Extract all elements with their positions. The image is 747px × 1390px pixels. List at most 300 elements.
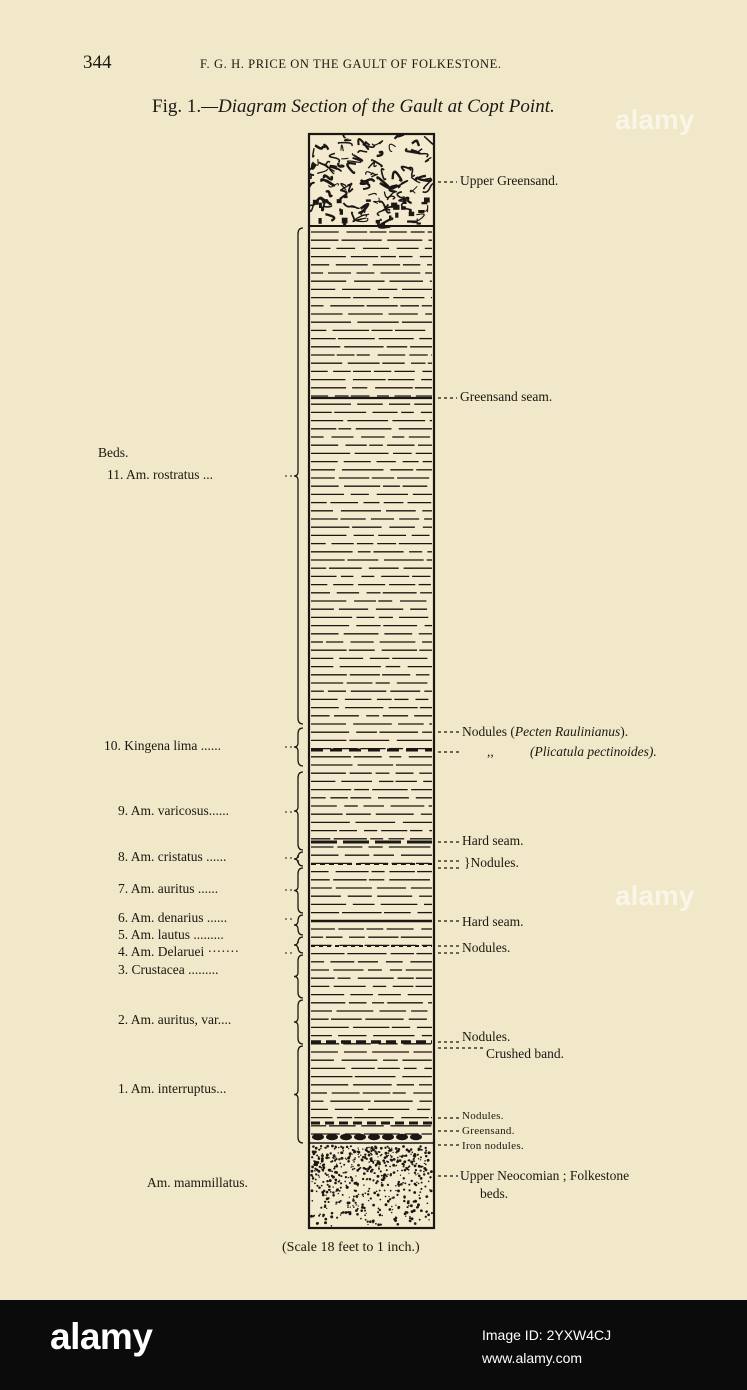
- sand-dot: [382, 1159, 385, 1162]
- sand-dot: [365, 1219, 367, 1221]
- sand-dot: [349, 1155, 351, 1157]
- sand-dot: [353, 1161, 355, 1163]
- sand-dot: [388, 1152, 390, 1154]
- sand-dot: [311, 1189, 314, 1192]
- sand-dot: [330, 1215, 333, 1218]
- beds-cont-label: beds.: [480, 1186, 509, 1201]
- sand-dot: [414, 1222, 417, 1225]
- brace: [294, 868, 303, 913]
- sand-dot: [397, 1207, 399, 1209]
- sand-dot: [372, 1179, 374, 1181]
- sand-dot: [339, 1162, 341, 1164]
- sand-dot: [353, 1206, 355, 1208]
- sand-dot: [397, 1170, 399, 1172]
- sand-dot: [357, 1147, 358, 1148]
- sand-dot: [335, 1201, 337, 1203]
- sand-dot: [387, 1184, 389, 1186]
- sand-dot: [385, 1203, 388, 1206]
- sand-dot: [424, 1160, 426, 1162]
- sand-dot: [335, 1145, 337, 1147]
- sand-dot: [335, 1190, 337, 1192]
- sand-dot: [329, 1189, 331, 1191]
- sand-dot: [348, 1158, 349, 1159]
- iron-nodules-label: Iron nodules.: [462, 1140, 524, 1152]
- sand-dot: [348, 1177, 349, 1178]
- sand-dot: [338, 1158, 340, 1160]
- sand-dot: [361, 1160, 363, 1162]
- sand-dot: [334, 1160, 336, 1162]
- sand-dot: [377, 1194, 380, 1197]
- sand-dot: [340, 1151, 343, 1154]
- sand-dot: [370, 1150, 372, 1152]
- greensand-grain: [339, 209, 341, 212]
- greensand-seam-label: Greensand seam.: [460, 389, 553, 404]
- greensand-grain: [412, 221, 418, 224]
- bed-5-label: 5. Am. lautus .........: [118, 927, 224, 942]
- sand-dot: [349, 1197, 350, 1198]
- alamy-url[interactable]: www.alamy.com: [482, 1350, 583, 1366]
- sand-dot: [408, 1173, 409, 1174]
- sand-dot: [331, 1225, 333, 1227]
- sand-dot: [407, 1206, 409, 1208]
- sand-dot: [395, 1165, 396, 1166]
- sand-dot: [414, 1165, 417, 1168]
- sand-dot: [423, 1171, 425, 1173]
- sand-dot: [410, 1204, 413, 1207]
- brace: [294, 1046, 303, 1143]
- running-head: F. G. H. PRICE ON THE GAULT OF FOLKESTONE.: [200, 57, 502, 71]
- sand-dot: [325, 1195, 326, 1196]
- sand-dot: [385, 1152, 387, 1154]
- sand-dot: [355, 1195, 358, 1198]
- sand-dot: [351, 1164, 352, 1165]
- sand-dot: [429, 1176, 431, 1178]
- sand-dot: [340, 1182, 342, 1184]
- sand-dot: [332, 1186, 333, 1187]
- bed-8-label: 8. Am. cristatus ......: [118, 849, 227, 864]
- sand-dot: [367, 1224, 368, 1225]
- sand-dot: [376, 1160, 377, 1161]
- brace: [294, 852, 303, 866]
- sand-dot: [351, 1153, 352, 1154]
- sand-dot: [311, 1200, 313, 1202]
- sand-dot: [410, 1148, 412, 1150]
- sand-dot: [418, 1175, 421, 1178]
- brace: [294, 955, 303, 998]
- sand-dot: [380, 1147, 383, 1150]
- brace: [294, 228, 303, 724]
- sand-dot: [405, 1216, 406, 1217]
- sand-dot: [391, 1212, 393, 1214]
- sand-dot: [418, 1165, 421, 1168]
- sand-dot: [364, 1214, 366, 1216]
- sand-dot: [401, 1155, 404, 1158]
- sand-dot: [315, 1147, 318, 1150]
- sand-dot: [399, 1156, 400, 1157]
- sand-dot: [360, 1154, 361, 1155]
- sand-dot: [362, 1148, 363, 1149]
- sand-dot: [316, 1155, 318, 1157]
- sand-dot: [324, 1221, 327, 1224]
- sand-dot: [352, 1149, 354, 1151]
- sand-dot: [404, 1212, 407, 1215]
- sand-dot: [380, 1223, 382, 1225]
- sand-dot: [383, 1173, 386, 1176]
- sand-dot: [322, 1153, 324, 1155]
- sand-dot: [334, 1171, 337, 1174]
- sand-dot: [354, 1150, 356, 1152]
- sand-dot: [354, 1168, 356, 1170]
- sand-dot: [362, 1178, 364, 1180]
- brace: [294, 937, 303, 953]
- sand-dot: [420, 1159, 421, 1160]
- sand-dot: [381, 1175, 383, 1177]
- sand-dot: [340, 1214, 341, 1215]
- sand-dot: [420, 1177, 423, 1180]
- sand-dot: [343, 1150, 345, 1152]
- sand-dot: [395, 1147, 398, 1150]
- greensand-grain: [366, 199, 371, 201]
- sand-dot: [403, 1188, 405, 1190]
- sand-dot: [423, 1173, 425, 1175]
- sand-dot: [371, 1169, 373, 1171]
- iron-nodule: [410, 1134, 422, 1140]
- sand-dot: [396, 1194, 398, 1196]
- sand-dot: [314, 1182, 316, 1184]
- sand-dot: [331, 1160, 333, 1162]
- sand-dot: [339, 1180, 340, 1181]
- sand-dot: [327, 1180, 329, 1182]
- iron-nodule: [312, 1134, 324, 1140]
- sand-dot: [412, 1151, 414, 1153]
- bed-6-label: 6. Am. denarius ......: [118, 910, 228, 925]
- sand-dot: [331, 1212, 334, 1215]
- sand-dot: [359, 1167, 361, 1169]
- sand-dot: [418, 1183, 420, 1185]
- iron-nodule: [326, 1134, 338, 1140]
- sand-dot: [322, 1181, 324, 1183]
- annotation-leaders: [438, 182, 484, 1176]
- sand-dot: [321, 1191, 324, 1194]
- bed-braces: [294, 228, 303, 1143]
- sand-dot: [427, 1213, 430, 1216]
- sand-dot: [323, 1163, 325, 1165]
- sand-dot: [377, 1156, 378, 1157]
- sand-dot: [341, 1157, 344, 1160]
- nodules-brace-label: }Nodules.: [464, 855, 519, 870]
- sand-dot: [336, 1164, 337, 1165]
- bed-leaders: [285, 476, 293, 953]
- sand-dot: [360, 1209, 363, 1212]
- sand-dot: [335, 1158, 337, 1160]
- sand-dot: [419, 1191, 421, 1193]
- sand-dot: [352, 1205, 353, 1206]
- sand-dot: [345, 1158, 346, 1159]
- greensand-grain: [409, 212, 415, 216]
- sand-dot: [345, 1211, 348, 1214]
- sand-dot: [405, 1154, 408, 1157]
- sand-dot: [418, 1147, 421, 1150]
- sand-dot: [370, 1146, 373, 1149]
- sand-dot: [419, 1145, 421, 1147]
- sand-dot: [316, 1222, 319, 1225]
- hard-seam-1-label: Hard seam.: [462, 833, 524, 848]
- sand-dot: [364, 1192, 366, 1194]
- sand-dot: [395, 1151, 397, 1153]
- sand-dot: [363, 1167, 366, 1170]
- sand-dot: [316, 1191, 318, 1193]
- sand-dot: [328, 1157, 330, 1159]
- sand-dot: [320, 1148, 322, 1150]
- iron-nodule: [354, 1134, 366, 1140]
- sand-dot: [407, 1201, 410, 1204]
- sand-dot: [354, 1158, 356, 1160]
- sand-dot: [410, 1153, 411, 1154]
- sand-dot: [393, 1171, 396, 1174]
- sand-dot: [390, 1190, 392, 1192]
- sand-dot: [390, 1174, 392, 1176]
- sand-dot: [388, 1147, 390, 1149]
- bed-2-label: 2. Am. auritus, var....: [118, 1012, 232, 1027]
- sand-dot: [350, 1176, 352, 1178]
- sand-dot: [425, 1211, 427, 1213]
- sand-dot: [351, 1166, 353, 1168]
- sand-dot: [397, 1159, 399, 1161]
- sand-dot: [321, 1160, 324, 1163]
- greensand-squiggle: [345, 139, 351, 140]
- sand-dot: [345, 1171, 347, 1173]
- sand-dot: [410, 1161, 413, 1164]
- sand-dot: [363, 1196, 364, 1197]
- sand-dot: [328, 1185, 331, 1188]
- sand-dot: [318, 1149, 320, 1151]
- sand-dot: [318, 1157, 321, 1160]
- sand-dot: [320, 1163, 321, 1164]
- upper-neocomian-label: Upper Neocomian ; Folkestone: [460, 1168, 630, 1183]
- watermark: alamy: [615, 880, 695, 911]
- sand-dot: [312, 1177, 315, 1180]
- sand-dot: [352, 1168, 354, 1170]
- sand-dot: [326, 1208, 327, 1209]
- sand-dot: [319, 1213, 321, 1215]
- sand-dot: [408, 1189, 410, 1191]
- sand-dot: [328, 1201, 330, 1203]
- bed-11-label: 11. Am. rostratus ...: [107, 467, 213, 482]
- sand-dot: [403, 1200, 405, 1202]
- bed-3-label: 3. Crustacea .........: [118, 962, 219, 977]
- sand-dot: [340, 1146, 342, 1148]
- scale-note: (Scale 18 feet to 1 inch.): [282, 1240, 420, 1255]
- greensand-small-label: Greensand.: [462, 1125, 515, 1137]
- sand-dot: [364, 1173, 365, 1174]
- sand-dot: [428, 1180, 430, 1182]
- sand-dot: [328, 1176, 329, 1177]
- sand-dot: [326, 1145, 329, 1148]
- plicatula-label: (Plicatula pectinoides).: [530, 744, 657, 759]
- sand-dot: [358, 1205, 359, 1206]
- sand-dot: [348, 1148, 349, 1149]
- sand-dot: [374, 1172, 376, 1174]
- greensand-grain: [391, 203, 397, 208]
- greensand-grain: [389, 216, 392, 221]
- sand-dot: [389, 1208, 392, 1211]
- image-id: Image ID: 2YXW4CJ: [482, 1327, 612, 1343]
- sand-dot: [404, 1182, 406, 1184]
- sand-dot: [324, 1147, 326, 1149]
- sand-dot: [322, 1166, 325, 1169]
- bed-7-label: 7. Am. auritus ......: [118, 881, 219, 896]
- sand-dot: [421, 1182, 423, 1184]
- sand-dot: [404, 1161, 406, 1163]
- sand-dot: [350, 1145, 352, 1147]
- hard-seam-2-label: Hard seam.: [462, 914, 524, 929]
- sand-dot: [342, 1172, 344, 1174]
- sand-dot: [392, 1209, 393, 1210]
- sand-dot: [355, 1209, 358, 1212]
- sand-dot: [368, 1154, 371, 1157]
- sand-dot: [379, 1214, 382, 1217]
- sand-dot: [367, 1151, 370, 1154]
- sand-dot: [342, 1194, 344, 1196]
- sand-dot: [411, 1180, 413, 1182]
- sand-dot: [431, 1212, 433, 1214]
- sand-dot: [355, 1175, 356, 1176]
- sand-dot: [392, 1196, 394, 1198]
- sand-dot: [389, 1198, 391, 1200]
- sand-dot: [388, 1196, 389, 1197]
- sand-dot: [324, 1218, 327, 1221]
- sand-dot: [417, 1173, 418, 1174]
- bed-1-label: 1. Am. interruptus...: [118, 1081, 227, 1096]
- greensand-grain: [319, 203, 322, 208]
- sand-dot: [415, 1169, 417, 1171]
- sand-dot: [390, 1155, 391, 1156]
- sand-dot: [367, 1190, 369, 1192]
- sand-dot: [391, 1197, 392, 1198]
- sand-dot: [368, 1147, 370, 1149]
- sand-dot: [335, 1157, 336, 1158]
- greensand-grain: [403, 199, 407, 204]
- sand-dot: [347, 1211, 349, 1213]
- sand-dot: [428, 1151, 431, 1154]
- page-number: 344: [83, 52, 112, 73]
- sand-dot: [397, 1189, 400, 1192]
- sand-dot: [411, 1217, 414, 1220]
- sand-dot: [377, 1175, 380, 1178]
- sand-dot: [322, 1214, 325, 1217]
- sand-dot: [324, 1201, 326, 1203]
- nodules-2-label: Nodules.: [462, 940, 511, 955]
- sand-dot: [370, 1153, 371, 1154]
- upper-greensand-label: Upper Greensand.: [460, 173, 559, 188]
- sand-dot: [326, 1153, 329, 1156]
- sand-dot: [377, 1211, 379, 1213]
- sand-dot: [339, 1175, 341, 1177]
- sand-dot: [425, 1147, 427, 1149]
- sand-dot: [368, 1161, 369, 1162]
- bed-10-label: 10. Kingena lima ......: [104, 738, 221, 753]
- sand-dot: [355, 1182, 357, 1184]
- sand-dot: [385, 1155, 388, 1158]
- greensand-grain: [313, 200, 319, 205]
- sand-dot: [310, 1174, 313, 1177]
- sand-dot: [358, 1154, 359, 1155]
- sand-dot: [370, 1197, 372, 1199]
- sand-dot: [376, 1191, 378, 1193]
- sand-dot: [407, 1169, 409, 1171]
- brace: [294, 1000, 303, 1044]
- brace: [294, 915, 303, 935]
- greensand-grain: [418, 210, 424, 213]
- nodules-small-label: Nodules.: [462, 1110, 504, 1122]
- sand-dot: [314, 1170, 316, 1172]
- sand-dot: [338, 1193, 339, 1194]
- am-mammillatus-label: Am. mammillatus.: [147, 1175, 248, 1190]
- sand-dot: [408, 1205, 410, 1207]
- sand-dot: [384, 1147, 386, 1149]
- sand-dot: [386, 1169, 388, 1171]
- sand-dot: [332, 1191, 334, 1193]
- sand-dot: [347, 1205, 348, 1206]
- sand-dot: [395, 1205, 396, 1206]
- sand-dot: [340, 1175, 342, 1177]
- sand-dot: [366, 1178, 368, 1180]
- sand-dot: [424, 1152, 427, 1155]
- sand-dot: [398, 1185, 400, 1187]
- sand-dot: [418, 1194, 420, 1196]
- sand-dot: [403, 1177, 405, 1179]
- sand-dot: [367, 1193, 369, 1195]
- sand-dot: [379, 1209, 381, 1211]
- sand-dot: [391, 1206, 393, 1208]
- sand-dot: [312, 1145, 314, 1147]
- sand-dot: [413, 1191, 416, 1194]
- greensand-grain: [344, 196, 348, 199]
- sand-dot: [391, 1149, 392, 1150]
- greensand-grain: [319, 218, 322, 224]
- sand-dot: [351, 1179, 354, 1182]
- sand-dot: [379, 1190, 381, 1192]
- sand-dot: [340, 1187, 342, 1189]
- nodules-pecten-label: Nodules (Pecten Raulinianus).: [462, 724, 629, 739]
- sand-dot: [427, 1159, 430, 1162]
- sand-dot: [349, 1153, 351, 1155]
- sand-dot: [414, 1172, 416, 1174]
- sand-dot: [403, 1166, 405, 1168]
- ditto-mark: ,,: [487, 744, 494, 759]
- sand-dot: [348, 1201, 351, 1204]
- sand-dot: [413, 1160, 415, 1162]
- sand-dot: [420, 1156, 422, 1158]
- sand-dot: [420, 1209, 423, 1212]
- sand-dot: [380, 1199, 382, 1201]
- sand-dot: [402, 1145, 405, 1148]
- beds-heading: Beds.: [98, 445, 129, 460]
- sand-dot: [383, 1177, 386, 1180]
- sand-dot: [336, 1217, 338, 1219]
- greensand-grain: [395, 213, 398, 218]
- sand-dot: [394, 1219, 397, 1222]
- sand-dot: [391, 1156, 393, 1158]
- sand-dot: [400, 1175, 401, 1176]
- sand-dot: [375, 1223, 377, 1225]
- nodules-3-label: Nodules.: [462, 1029, 511, 1044]
- alamy-logo[interactable]: alamy: [50, 1316, 153, 1357]
- sand-dot: [333, 1154, 336, 1157]
- sand-dot: [388, 1155, 389, 1156]
- sand-dot: [429, 1189, 430, 1190]
- sand-dot: [313, 1160, 315, 1162]
